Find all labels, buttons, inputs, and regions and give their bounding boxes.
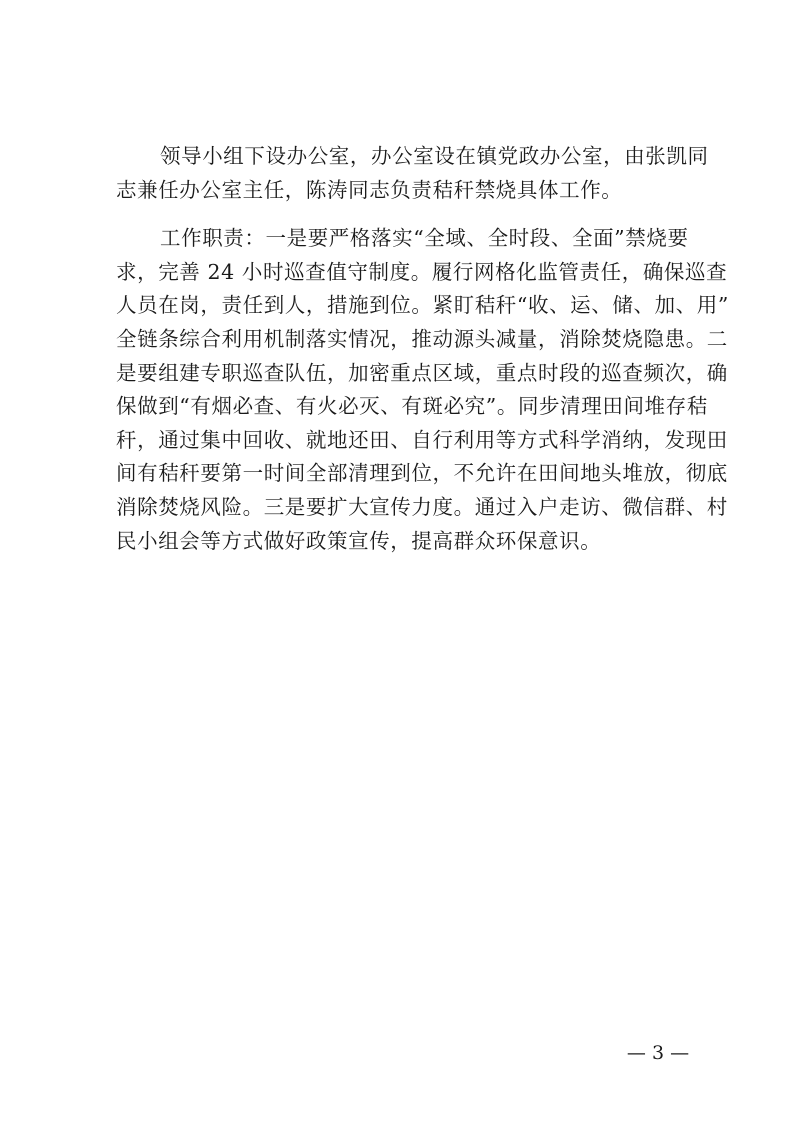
text-line: 求，完善 24 小时巡查值守制度。履行网格化监管责任，确保巡查: [116, 259, 728, 284]
text-line: 工作职责：一是要严格落实“全域、全时段、全面”禁烧要: [160, 226, 689, 251]
document-body: [116, 140, 729, 558]
text-line: 领导小组下设办公室，办公室设在镇党政办公室，由张凯同: [160, 144, 709, 168]
text-line: 秆，通过集中回收、就地还田、自行利用等方式科学消纳，发现田: [116, 427, 728, 452]
page-number: — 3 —: [626, 1042, 690, 1064]
text-line: 保做到“有烟必查、有火必灭、有斑必究”。同步清理田间堆存秸: [116, 394, 708, 419]
text-line: 志兼任办公室主任，陈涛同志负责秸秆禁烧具体工作。: [116, 177, 623, 202]
text-line: 间有秸秆要第一时间全部清理到位，不允许在田间地头堆放，彻底: [116, 461, 728, 486]
paragraph-responsibilities: [116, 222, 729, 558]
text-line: 民小组会等方式做好政策宣传，提高群众环保意识。: [116, 528, 602, 553]
text-line: 全链条综合利用机制落实情况，推动源头减量，消除焚烧隐患。二: [116, 326, 728, 351]
paragraph-office-setup: [116, 140, 709, 207]
text-line: 是要组建专职巡查队伍，加密重点区域，重点时段的巡查频次，确: [116, 360, 728, 385]
text-line: 消除焚烧风险。三是要扩大宣传力度。通过入户走访、微信群、村: [116, 494, 728, 519]
text-line: 人员在岗，责任到人，措施到位。紧盯秸秆“收、运、储、加、用”: [116, 293, 729, 318]
